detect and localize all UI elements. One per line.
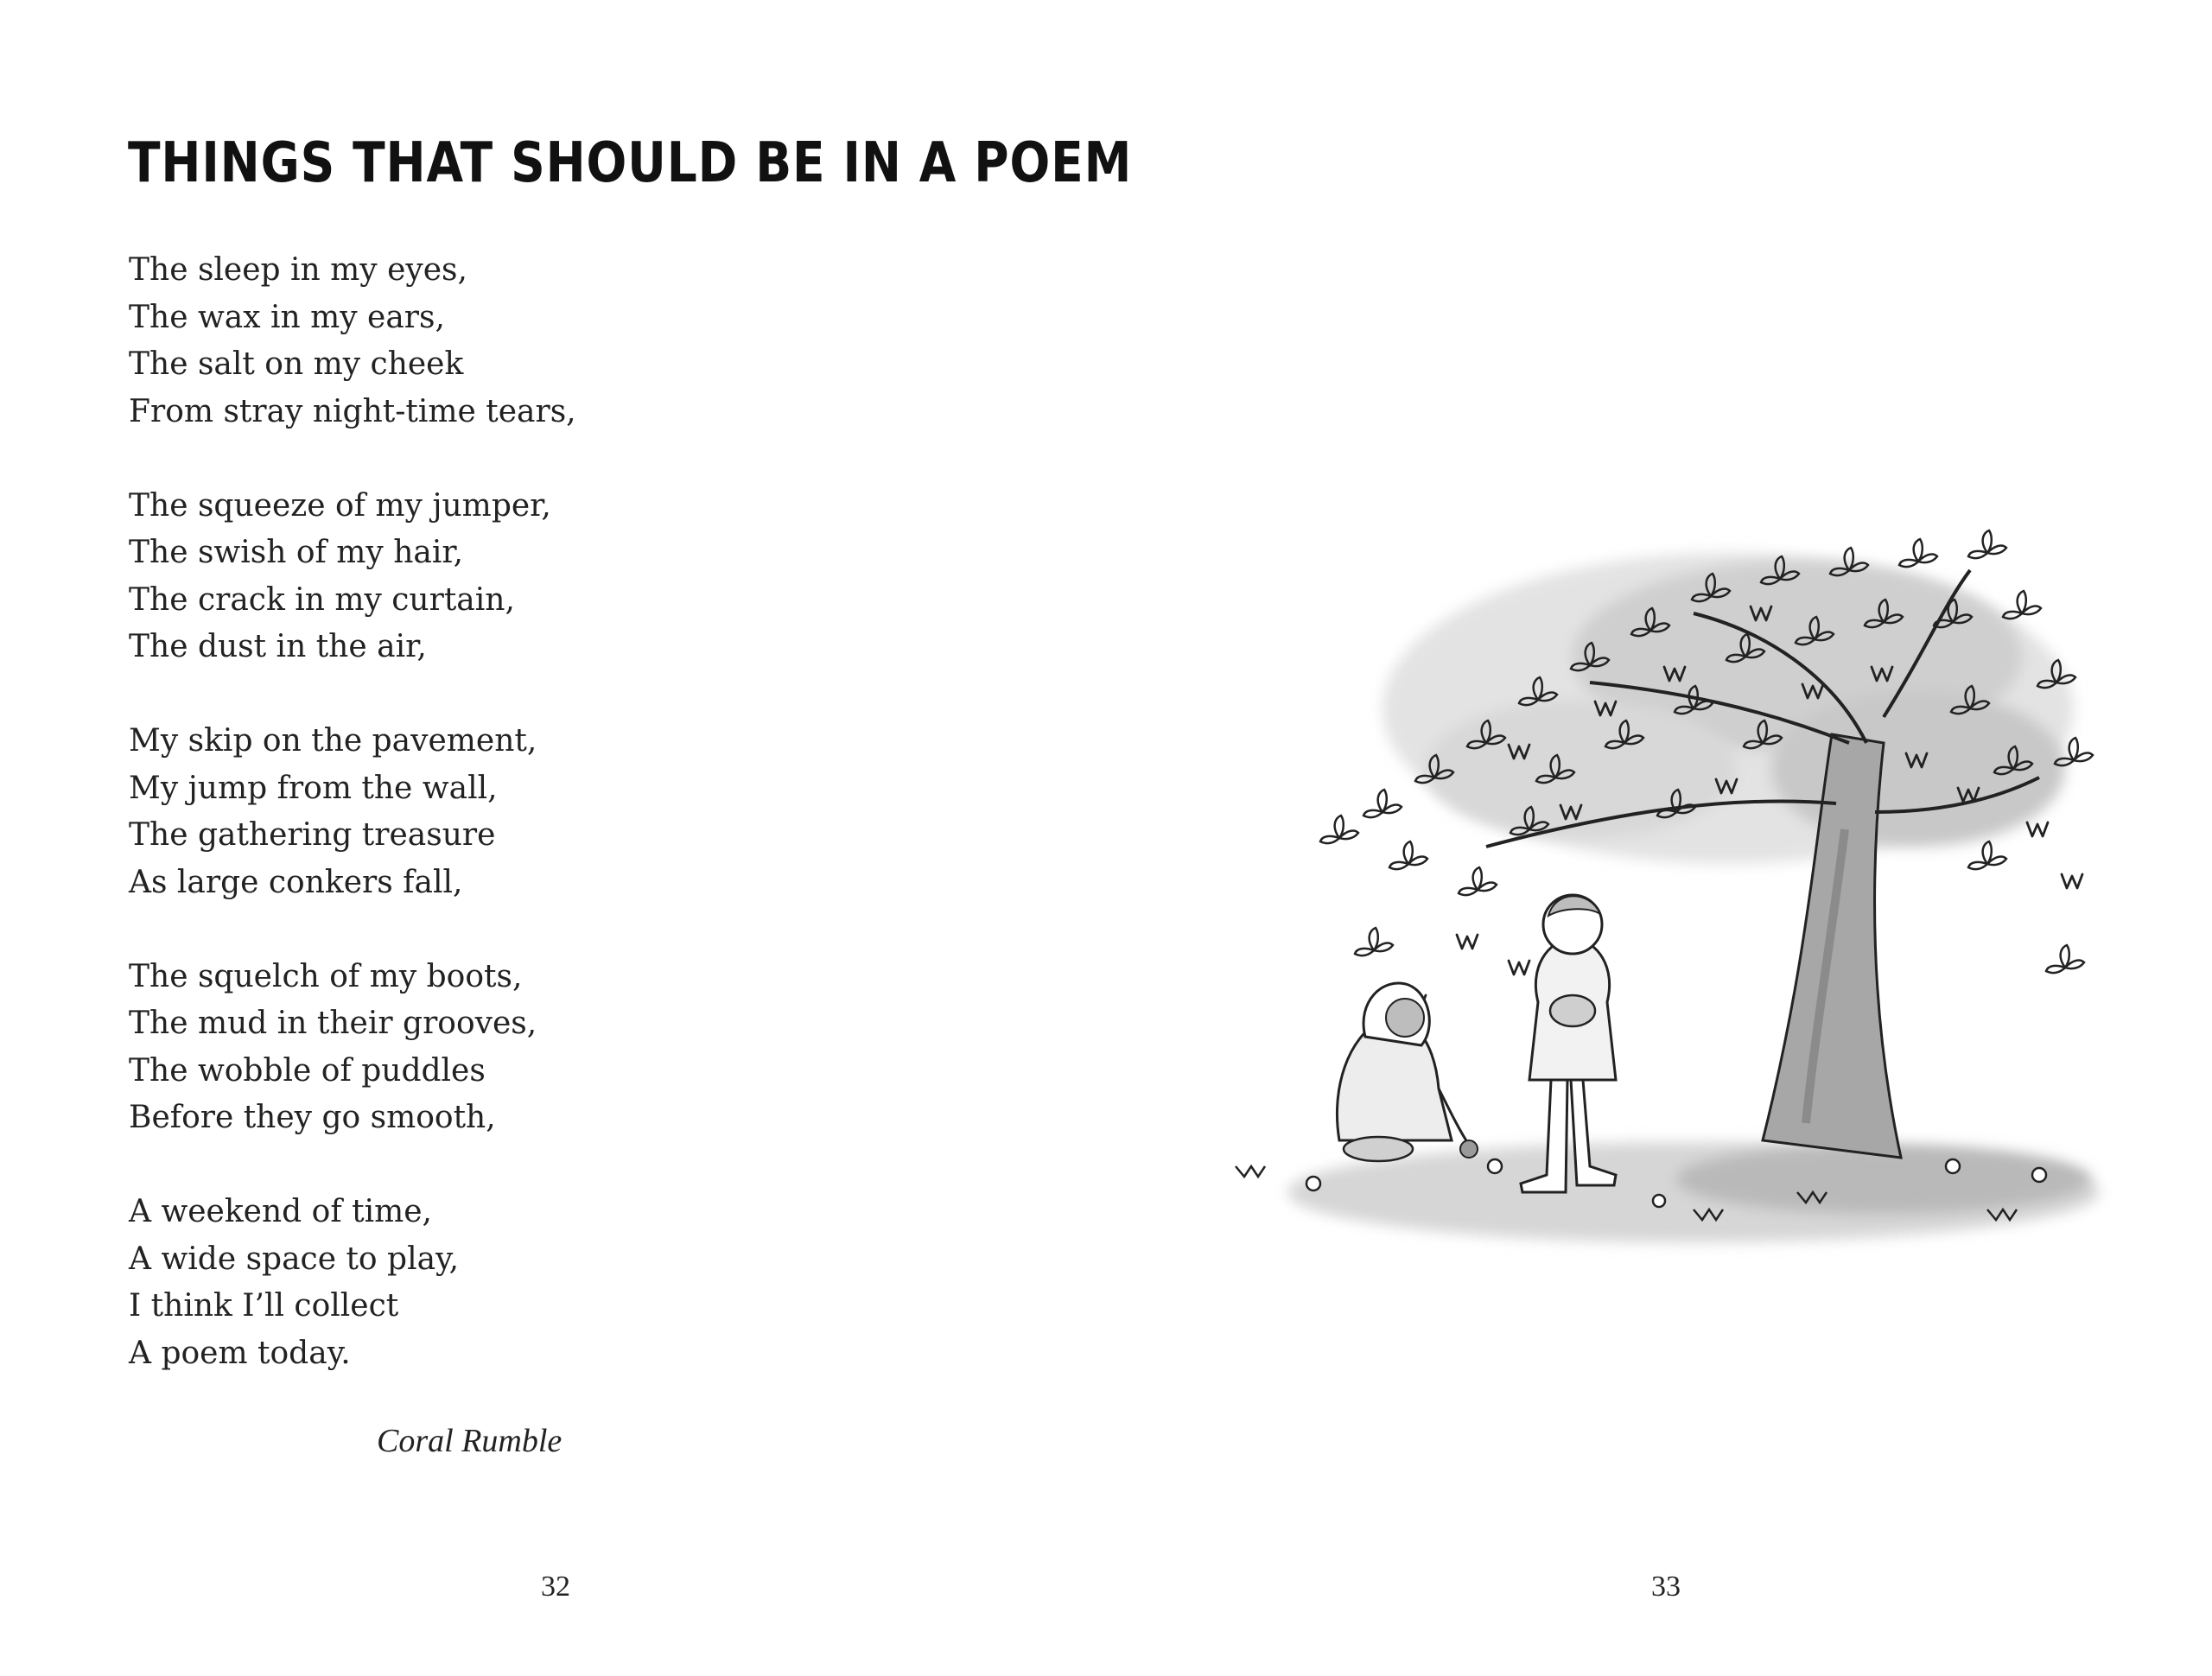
stanza [129, 247, 906, 435]
poem-line: My skip on the pavement, [129, 723, 537, 759]
poem-line: From stray night-time tears, [129, 393, 576, 429]
tree-children-illustration [1210, 484, 2126, 1261]
poem-line: Before they go smooth, [129, 1100, 496, 1135]
poem-line: The wobble of puddles [129, 1052, 486, 1089]
stanza [129, 1189, 906, 1377]
poem-line: The gathering treasure [129, 817, 496, 853]
poem-title: THINGS THAT SHOULD BE IN A POEM [128, 131, 1133, 195]
poem-line: The swish of my hair, [129, 535, 464, 570]
stanza [129, 718, 906, 906]
poem-line: My jump from the wall, [129, 770, 498, 806]
crouching-child [1337, 983, 1478, 1161]
ground-wash [1287, 1142, 2100, 1242]
poem-line: I think I’ll collect [129, 1288, 399, 1324]
poem-line: The sleep in my eyes, [129, 252, 467, 288]
poem-body [129, 247, 906, 1425]
poem-line: The dust in the air, [129, 629, 427, 664]
poem-line: As large conkers fall, [129, 864, 463, 900]
stanza [129, 954, 906, 1142]
poem-line: A weekend of time, [129, 1194, 432, 1229]
stanza [129, 483, 906, 671]
poem-line: A poem today. [129, 1335, 351, 1371]
author-credit: Coral Rumble [377, 1423, 563, 1459]
poem-line: The squelch of my boots, [129, 958, 523, 994]
poem-line: The mud in their grooves, [129, 1006, 537, 1041]
poem-line: The salt on my cheek [129, 346, 464, 382]
poem-line: The wax in my ears, [129, 299, 445, 335]
right-page [1106, 0, 2212, 1676]
poem-line: The squeeze of my jumper, [129, 487, 551, 524]
page-number-left: 32 [541, 1571, 570, 1603]
page-number-right: 33 [1651, 1571, 1681, 1603]
poem-line: The crack in my curtain, [129, 581, 515, 618]
poem-line: A wide space to play, [129, 1241, 460, 1277]
